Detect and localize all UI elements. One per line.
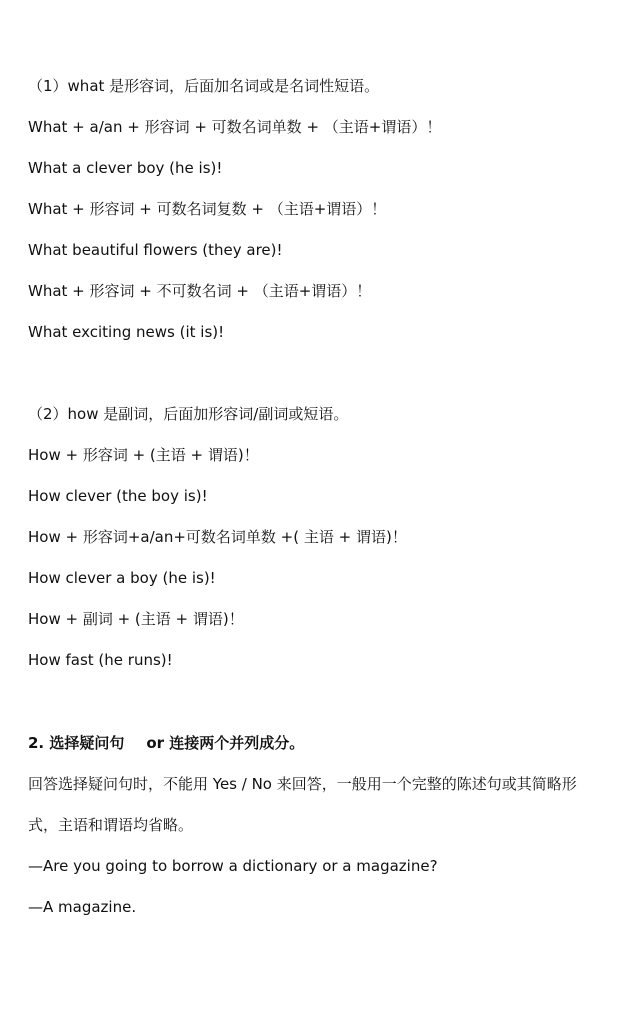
what-example-3: What exciting news (it is)! xyxy=(28,323,225,341)
how-pattern-3: How + 副词 + (主语 + 谓语)！ xyxy=(28,610,244,628)
section2-heading-title: 2. 选择疑问句 xyxy=(28,734,125,752)
how-pattern-2: How + 形容词+a/an+可数名词单数 +( 主语 + 谓语)！ xyxy=(28,528,407,546)
how-example-1: How clever (the boy is)! xyxy=(28,487,208,505)
what-pattern-2: What + 形容词 + 可数名词复数 + （主语+谓语）！ xyxy=(28,200,387,218)
what-intro: （1）what 是形容词，后面加名词或是名词性短语。 xyxy=(28,77,380,95)
section2-heading xyxy=(28,733,618,753)
section2-paragraph-line-1: 回答选择疑问句时，不能用 Yes / No 来回答，一般用一个完整的陈述句或其简略形 xyxy=(28,775,577,793)
what-pattern-3: What + 形容词 + 不可数名词 + （主语+谓语）！ xyxy=(28,282,372,300)
how-example-3: How fast (he runs)! xyxy=(28,651,173,669)
how-example-2: How clever a boy (he is)! xyxy=(28,569,216,587)
what-example-1: What a clever boy (he is)! xyxy=(28,159,223,177)
how-pattern-1: How + 形容词 + (主语 + 谓语)！ xyxy=(28,446,259,464)
how-intro: （2）how 是副词，后面加形容词/副词或短语。 xyxy=(28,405,349,423)
dialog-answer: —A magazine. xyxy=(28,898,137,916)
what-example-2: What beautiful flowers (they are)! xyxy=(28,241,283,259)
what-pattern-1: What + a/an + 形容词 + 可数名词单数 + （主语+谓语）！ xyxy=(28,118,442,136)
section2-paragraph-line-2: 式，主语和谓语均省略。 xyxy=(28,816,194,834)
section2-heading-subtitle: or 连接两个并列成分。 xyxy=(146,734,305,752)
dialog-question: —Are you going to borrow a dictionary or a magazine? xyxy=(28,857,438,875)
